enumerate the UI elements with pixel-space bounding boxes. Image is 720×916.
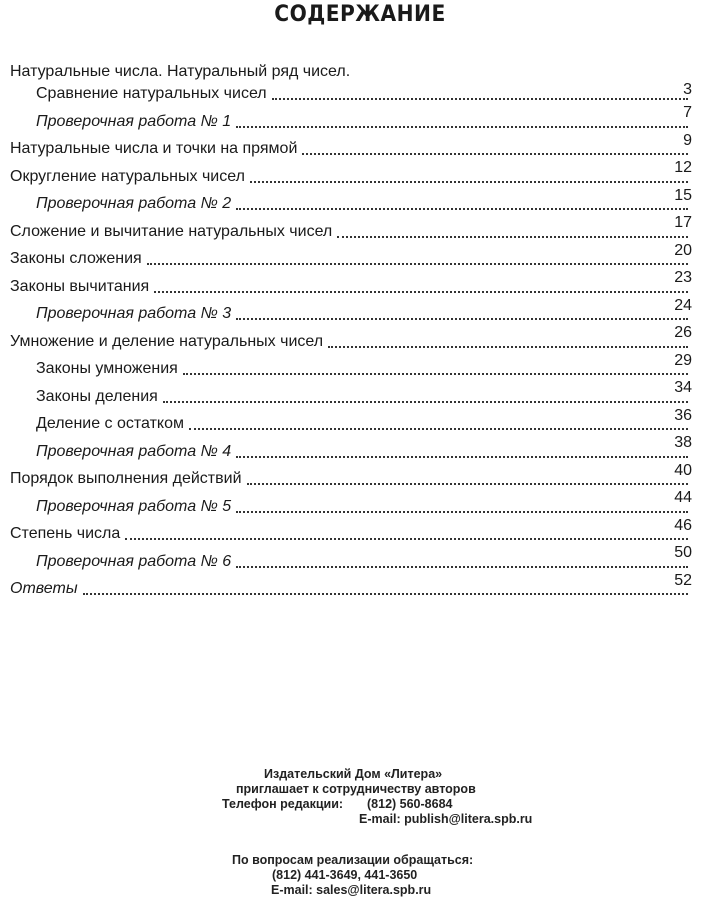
dot-leader bbox=[236, 566, 688, 568]
toc-entry bbox=[10, 324, 692, 352]
toc-entry-page: 36 bbox=[674, 406, 692, 424]
toc-entry bbox=[10, 132, 692, 160]
toc-entry-label: Умножение и деление натуральных чисел bbox=[10, 332, 324, 350]
toc-entry-page: 20 bbox=[674, 241, 692, 259]
dot-leader bbox=[83, 593, 688, 595]
toc-entry bbox=[10, 572, 692, 600]
table-of-contents bbox=[10, 62, 692, 599]
dot-leader bbox=[236, 456, 688, 458]
toc-entry-page: 40 bbox=[674, 461, 692, 479]
editorial-email: E-mail: publish@litera.spb.ru bbox=[359, 812, 533, 826]
phone-label: Телефон редакции: bbox=[222, 797, 344, 811]
sales-phones: (812) 441-3649, 441-3650 bbox=[272, 868, 418, 882]
dot-leader bbox=[125, 538, 688, 540]
toc-entry-page: 38 bbox=[674, 434, 692, 451]
toc-entry-page: 7 bbox=[683, 104, 692, 121]
toc-entry-page: 26 bbox=[674, 324, 692, 341]
toc-entry-page: 3 bbox=[683, 81, 692, 98]
toc-entry-page: 44 bbox=[674, 489, 692, 506]
dot-leader bbox=[236, 318, 688, 320]
dot-leader bbox=[302, 153, 688, 155]
dot-leader bbox=[250, 181, 688, 183]
toc-entry-label: Законы умножения bbox=[36, 360, 178, 377]
dot-leader bbox=[236, 126, 688, 128]
toc-entry-label: Проверочная работа № 1 bbox=[36, 112, 232, 130]
toc-entry-label: Проверочная работа № 5 bbox=[36, 497, 232, 515]
dot-leader bbox=[328, 346, 688, 348]
sales-email: E-mail: sales@litera.spb.ru bbox=[271, 883, 432, 897]
toc-entry bbox=[10, 187, 692, 215]
toc-entry bbox=[10, 159, 692, 187]
toc-entry-label: Проверочная работа № 4 bbox=[36, 442, 232, 460]
toc-entry-page: 23 bbox=[674, 269, 692, 286]
toc-entry bbox=[10, 214, 692, 242]
toc-entry bbox=[10, 104, 692, 132]
toc-heading: Натуральные числа. Натуральный ряд чисел. bbox=[10, 63, 351, 80]
toc-entry-label: Проверочная работа № 3 bbox=[36, 305, 232, 322]
toc-entry-label: Сложение и вычитание натуральных чисел bbox=[10, 222, 333, 240]
toc-entry bbox=[10, 407, 692, 435]
toc-entry-page: 24 bbox=[674, 296, 692, 314]
toc-entry-page: 29 bbox=[674, 351, 692, 369]
toc-entry-label: Натуральные числа и точки на прямой bbox=[10, 140, 298, 157]
toc-entry bbox=[10, 242, 692, 270]
toc-entry-label: Деление с остатком bbox=[36, 415, 184, 432]
dot-leader bbox=[154, 291, 688, 293]
dot-leader bbox=[147, 263, 688, 265]
dot-leader bbox=[183, 373, 688, 375]
toc-entry bbox=[10, 297, 692, 325]
toc-entry bbox=[10, 352, 692, 380]
dot-leader bbox=[272, 98, 688, 100]
toc-entry-label: Степень числа bbox=[10, 525, 121, 542]
toc-entry bbox=[10, 379, 692, 407]
toc-entry-label: Проверочная работа № 6 bbox=[36, 552, 232, 570]
toc-entry-page: 15 bbox=[674, 186, 692, 204]
toc-entry bbox=[10, 489, 692, 517]
toc-entry-label: Законы сложения bbox=[10, 250, 142, 267]
toc-entry-label: Законы вычитания bbox=[10, 277, 150, 295]
dot-leader bbox=[189, 428, 688, 430]
toc-entry-page: 34 bbox=[674, 379, 692, 396]
toc-entry-label: Ответы bbox=[10, 580, 78, 597]
toc-entry bbox=[10, 462, 692, 490]
dot-leader bbox=[163, 401, 688, 403]
toc-entry bbox=[10, 544, 692, 572]
toc-entry-page: 12 bbox=[674, 159, 692, 176]
dot-leader bbox=[236, 208, 688, 210]
toc-entry bbox=[10, 434, 692, 462]
dot-leader bbox=[337, 236, 688, 238]
toc-entry-label: Округление натуральных чисел bbox=[10, 167, 245, 185]
toc-entry-page: 9 bbox=[683, 131, 692, 149]
toc-entry bbox=[10, 82, 692, 104]
toc-entry-page: 52 bbox=[674, 571, 692, 589]
toc-entry-page: 17 bbox=[674, 214, 692, 231]
toc-entry bbox=[10, 517, 692, 545]
toc-entry-label: Законы деления bbox=[36, 387, 158, 405]
toc-entry-label: Порядок выполнения действий bbox=[10, 470, 242, 487]
publisher-name: Издательский Дом «Литера» bbox=[264, 767, 443, 781]
toc-entry bbox=[10, 269, 692, 297]
sales-title: По вопросам реализации обращаться: bbox=[232, 853, 474, 867]
toc-entry-label: Проверочная работа № 2 bbox=[36, 195, 232, 212]
toc-entry-page: 46 bbox=[674, 516, 692, 534]
publisher-invite: приглашает к сотрудничеству авторов bbox=[236, 782, 476, 796]
toc-entry-page: 50 bbox=[674, 544, 692, 561]
dot-leader bbox=[236, 511, 688, 513]
toc-entry-label: Сравнение натуральных чисел bbox=[36, 85, 267, 102]
phone-value: (812) 560-8684 bbox=[367, 797, 453, 811]
page-title: СОДЕРЖАНИЕ bbox=[274, 2, 446, 27]
dot-leader bbox=[247, 483, 689, 485]
